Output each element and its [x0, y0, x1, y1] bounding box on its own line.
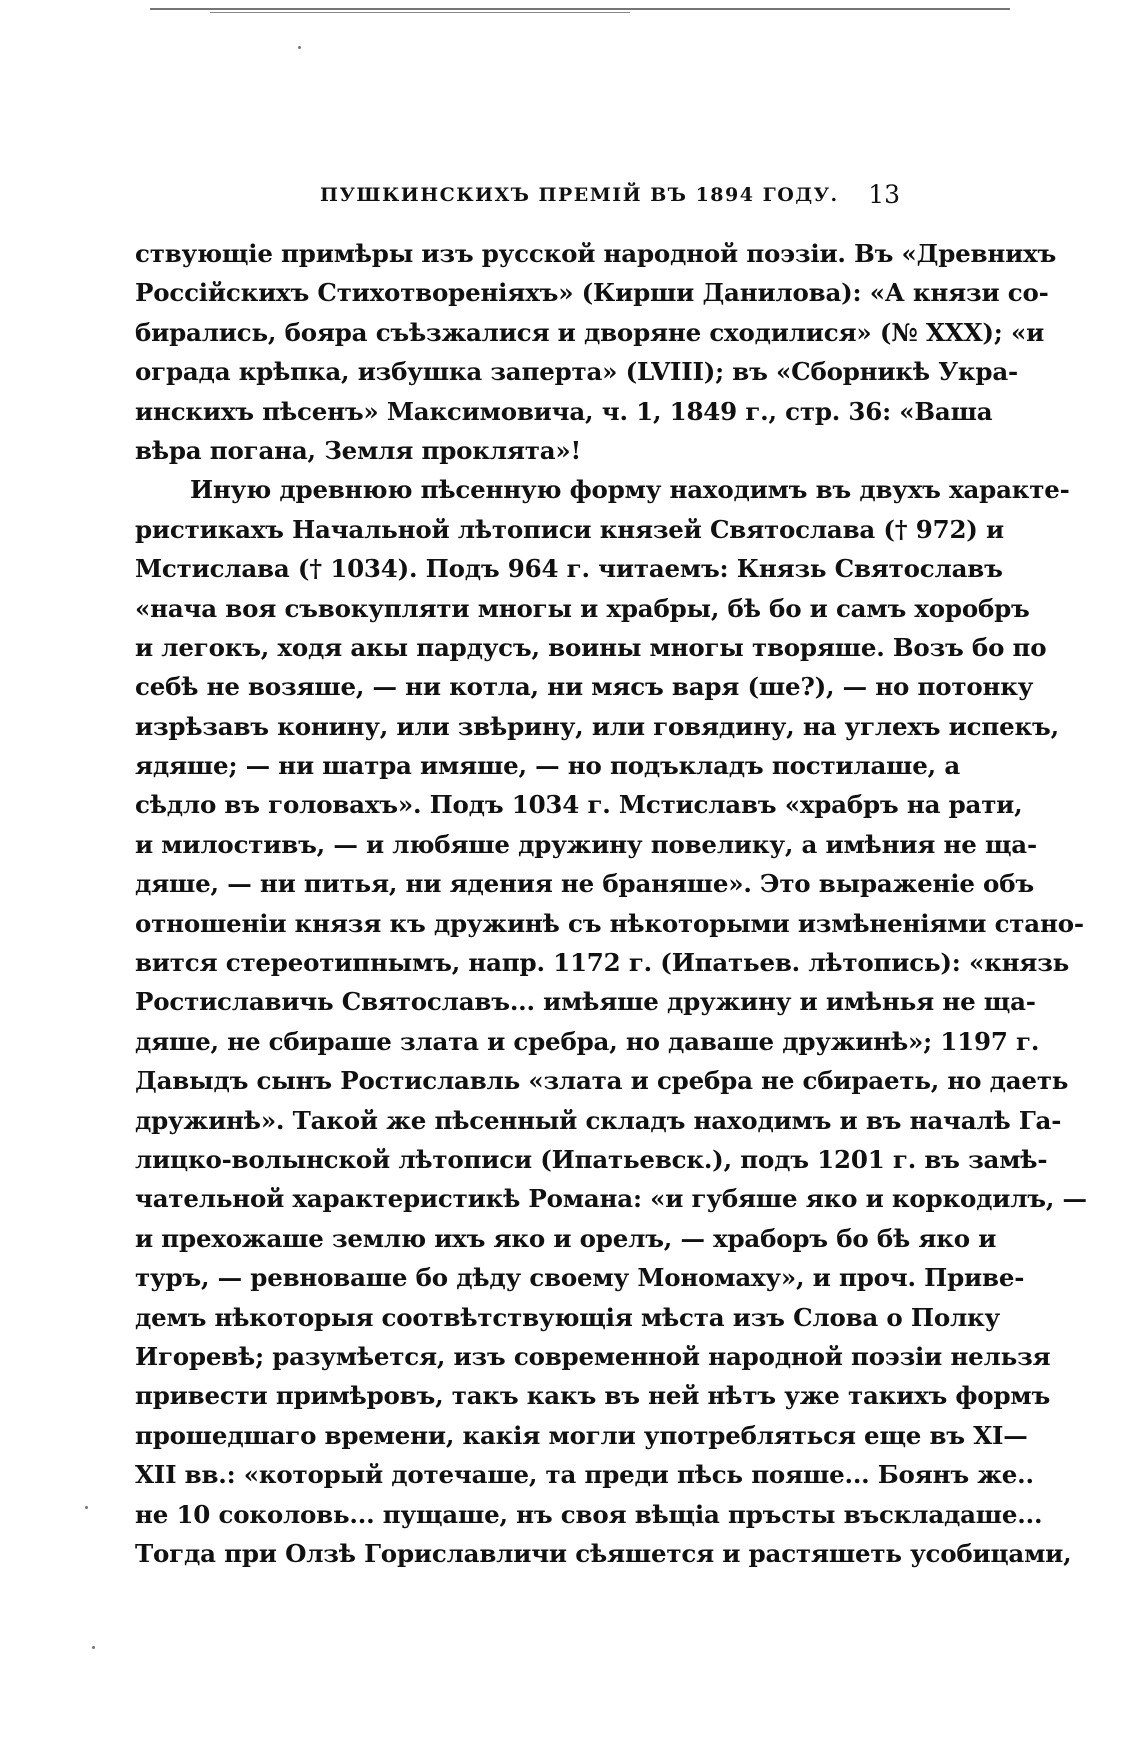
page-header [135, 180, 900, 214]
text-line: Давыдъ сынъ Ростиславль «злата и сребра не сбираеть, но даеть [135, 1066, 1069, 1096]
text-line: и прехожаше землю ихъ яко и орелъ, — храборъ бо бѣ яко и [135, 1223, 997, 1253]
text-line: бирались, бояра съѣзжалися и дворяне сходилися» (№ XXX); «и [135, 317, 1045, 347]
text-line: себѣ не возяше, — ни котла, ни мясъ варя (ше?), — но потонку [135, 672, 1034, 702]
text-line: дяше, не сбираше злата и сребра, но даваше дружинѣ»; 1197 г. [135, 1026, 1040, 1056]
text-line: Россійскихъ Стихотвореніяхъ» (Кирши Данилова): «А князи со- [135, 278, 1049, 308]
text-line: вѣра погана, Земля проклята»! [135, 435, 582, 465]
text-line: демъ нѣкоторыя соотвѣтствующія мѣста изъ Слова о Полку [135, 1302, 1001, 1332]
text-line: лицко-волынской лѣтописи (Ипатьевск.), подъ 1201 г. въ замѣ- [135, 1144, 1048, 1174]
text-line: чательной характеристикѣ Романа: «и губяше яко и коркодилъ, — [135, 1184, 1087, 1214]
print-speck [92, 1646, 95, 1649]
text-line: отношеніи князя къ дружинѣ съ нѣкоторыми измѣненіями стано- [135, 908, 1084, 938]
text-line: Тогда при Олзѣ Гориславличи сѣяшется и растяшеть усобицами, [135, 1538, 1072, 1568]
text-line: и легокъ, ходя акы пардусъ, воины многы творяше. Возъ бо по [135, 632, 1047, 662]
running-head: ПУШКИНСКИХЪ ПРЕМІЙ ВЪ 1894 ГОДУ. [320, 184, 839, 206]
text-line: Иную древнюю пѣсенную форму находимъ въ двухъ характе- [190, 475, 1070, 505]
print-speck [85, 1506, 88, 1509]
text-line: ядяше; — ни шатра имяше, — но подъкладъ постилаше, а [135, 751, 961, 781]
text-line: ограда крѣпка, избушка заперта» (LVIII); въ «Сборникѣ Укра- [135, 357, 1018, 387]
print-speck [298, 46, 301, 49]
text-line: вится стереотипнымъ, напр. 1172 г. (Ипатьев. лѣтопись): «князь [135, 948, 1070, 978]
text-line: сѣдло въ головахъ». Подъ 1034 г. Мстиславъ «храбръ на рати, [135, 790, 1023, 820]
text-line: инскихъ пѣсенъ» Максимовича, ч. 1, 1849 г., стр. 36: «Ваша [135, 396, 993, 426]
page-number: 13 [868, 180, 900, 209]
text-line: ствующіе примѣры изъ русской народной поэзіи. Въ «Древнихъ [135, 239, 1057, 268]
text-line: туръ, — ревноваше бо дѣду своему Мономаху», и проч. Приве- [135, 1263, 1025, 1293]
text-line: Игоревѣ; разумѣется, изъ современной народной поэзіи нельзя [135, 1341, 1051, 1371]
top-edge-rule-faint [210, 12, 630, 18]
text-line: Ростиславичь Святославъ... имѣяше дружину и имѣнья не ща- [135, 987, 1036, 1017]
text-line: ристикахъ Начальной лѣтописи князей Святослава († 972) и [135, 514, 1004, 544]
text-line: дяше, — ни питья, ни ядения не браняше». Это выраженіе объ [135, 869, 1034, 899]
text-line: XII вв.: «который дотечаше, та преди пѣсь пояше... Боянъ же.. [135, 1460, 1034, 1490]
text-line: и милостивъ, — и любяше дружину повелику, а имѣния не ща- [135, 829, 1037, 859]
text-line: привести примѣровъ, такъ какъ въ ней нѣтъ уже такихъ формъ [135, 1381, 1051, 1411]
text-line: прошедшаго времени, какія могли употребляться еще въ XI— [135, 1420, 1028, 1450]
text-line: Мстислава († 1034). Подъ 964 г. читаемъ: Князь Святославъ [135, 554, 1003, 584]
body-text [135, 234, 1087, 1573]
text-line: «нача воя съвокупляти многы и храбры, бѣ бо и самъ хоробръ [135, 593, 1030, 623]
text-line: изрѣзавъ конину, или звѣрину, или говядину, на углехъ испекъ, [135, 711, 1059, 741]
text-line: не 10 соколовь... пущаше, нъ своя вѣщіа пръсты въскладаше... [135, 1499, 1043, 1529]
text-line: дружинѣ». Такой же пѣсенный складъ находимъ и въ началѣ Га- [135, 1105, 1062, 1135]
